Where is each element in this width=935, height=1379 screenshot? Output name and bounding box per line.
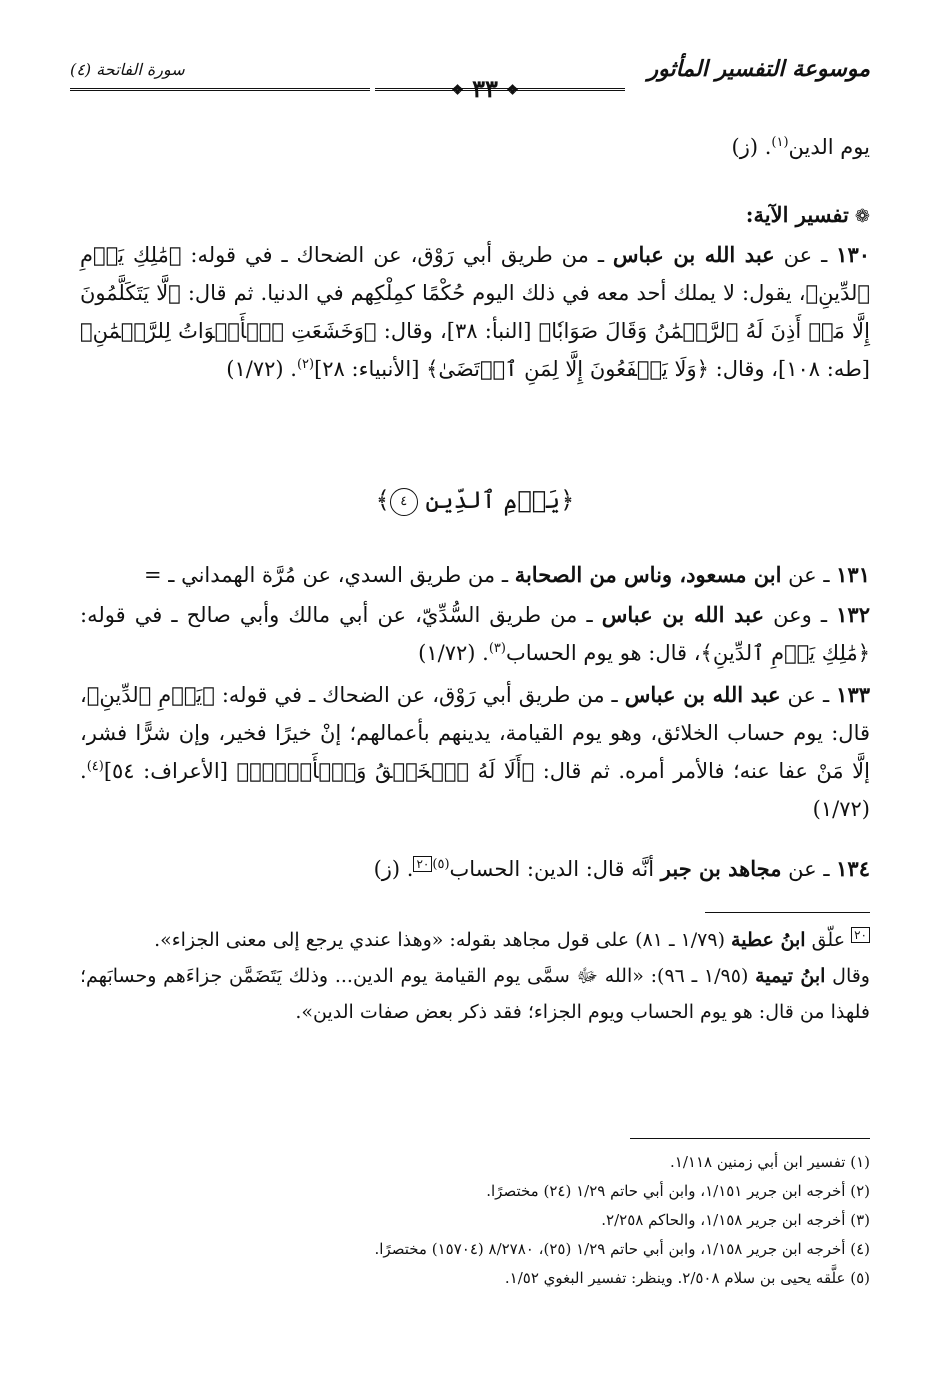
narration-number: ١٣٠ xyxy=(836,242,871,267)
narration-133: ١٣٣ ـ عن عبد الله بن عباس ـ من طريق أبي رَوْق، عن الضحاك ـ في قوله: ﴿يَوۡمِ ٱلدِّينِ﴾، قال: يوم حساب الخلائق، وهو يوم القيامة، يدينهم بأعمالهم؛ إنْ خيرًا فخير، وإن شرًّا فشر، إلَّا مَنْ عفا عنه؛ فالأمر أمره. ثم قال: ﴿أَلَا لَهُ ٱلۡخَلۡقُ وَٱلۡأَمۡرُۗ﴾ [الأعراف: ٥٤]$^{(٤)}$. (١/٧٢) xyxy=(80,682,871,821)
footnote-ref[interactable]: (٣) xyxy=(488,641,506,656)
verse-reference: [طه: ١٠٨] xyxy=(778,357,870,381)
ornament-icon: ❖ xyxy=(451,82,464,99)
footnote-ref[interactable]: (٢) xyxy=(296,357,315,372)
commentary-paragraph: ٢٠ علّق ابنُ عطية (١/٧٩ ـ ٨١) على قول مجاهد بقوله: «وهذا عندي يرجع إلى معنى الجزاء». xyxy=(80,922,870,958)
quran-quote: ﴿مَٰلِكِ يَوۡمِ ٱلدِّينِ﴾ xyxy=(700,641,870,665)
verse-reference: [الأنبياء: ٢٨] xyxy=(314,357,427,381)
footnote: (٣) أخرجه ابن جرير ١/١٥٨، والحاكم ٢/٢٥٨. xyxy=(601,1211,870,1229)
footnote: (٢) أخرجه ابن جرير ١/١٥١، وابن أبي حاتم ١/٢٩ (٢٤) مختصرًا. xyxy=(486,1182,870,1200)
footnote-separator xyxy=(630,1138,870,1139)
verse-close-bracket: ﴾ xyxy=(375,486,390,514)
footnote-ref[interactable]: (٥) xyxy=(432,857,450,872)
narration-number: ١٣١ xyxy=(836,562,870,587)
page-number-value: ٣٣ xyxy=(472,74,498,103)
narration-number: ١٣٢ xyxy=(836,602,870,627)
quran-quote: ﴿مَٰلِكِ يَوۡمِ ٱلدِّينِ﴾ xyxy=(80,243,870,305)
quran-quote: ﴿وَخَشَعَتِ ٱلۡأَصۡوَاتُ لِلرَّحۡمَٰنِ﴾ xyxy=(80,319,377,343)
commentary-number-box: ٢٠ xyxy=(851,927,870,943)
intro-line: يوم الدين$^{(١)}$. (ز) xyxy=(731,135,870,159)
verse-text: ﴿يَوۡمِ ٱلدِّينِ xyxy=(425,486,575,514)
narrator-name: عبد الله بن عباس xyxy=(601,602,765,627)
flower-ornament-icon: ❁ xyxy=(854,206,870,227)
footnote-ref[interactable]: (١) xyxy=(771,135,789,150)
footnote: (١) تفسير ابن أبي زمنين ١/١١٨. xyxy=(670,1153,870,1171)
sura-title: سورة الفاتحة (٤) xyxy=(70,60,185,79)
narration-number: ١٣٤ xyxy=(836,856,870,881)
verse-reference: [الأعراف: ٥٤] xyxy=(103,759,237,783)
ornament-icon: ❖ xyxy=(506,82,519,99)
commentary-notes xyxy=(80,922,870,1030)
commentary-separator xyxy=(705,912,870,913)
narration-130: ١٣٠ ـ عن عبد الله بن عباس ـ من طريق أبي رَوْق، عن الضحاك ـ في قوله: ﴿مَٰلِكِ يَوۡمِ ٱلدِّينِ﴾، يقول: لا يملك أحد معه في ذلك اليوم حُكْمًا كمِلْكِهم في الدنيا. ثم قال: ﴿لَّا يَتَكَلَّمُونَ إِلَّا مَنۡ أَذِنَ لَهُ ٱلرَّحۡمَٰنُ وَقَالَ صَوَابٗا﴾ [النبأ: ٣٨]، وقال: ﴿وَخَشَعَتِ ٱلۡأَصۡوَاتُ لِلرَّحۡمَٰنِ﴾ [طه: ١٠٨]، وقال: ﴿وَلَا يَشۡفَعُونَ إِلَّا لِمَنِ ٱرۡتَضَىٰ﴾ [الأنبياء: ٢٨]$^{(٢)}$. (١/٧٢) xyxy=(80,242,871,381)
narration-number: ١٣٣ xyxy=(836,682,871,707)
section-heading: ❁تفسير الآية: xyxy=(745,202,870,227)
narration-132: ١٣٢ ـ وعن عبد الله بن عباس ـ من طريق السُّدِّيّ، عن أبي مالك وأبي صالح ـ في قوله: ﴿مَٰلِكِ يَوۡمِ ٱلدِّينِ﴾، قال: هو يوم الحساب$^{(٣)}$. (١/٧٢) xyxy=(80,602,870,665)
quran-quote: ﴿وَلَا يَشۡفَعُونَ إِلَّا لِمَنِ ٱرۡتَضَىٰ﴾ xyxy=(426,357,709,381)
narrator-name: عبد الله بن عباس xyxy=(612,242,775,267)
page-number xyxy=(420,74,550,103)
scholar-name: ابنُ عطية xyxy=(731,929,806,951)
narrator-name: ابن مسعود، وناس من الصحابة xyxy=(514,562,782,587)
book-title: موسوعة التفسير المأثور xyxy=(647,56,870,82)
quran-quote: ﴿يَوۡمِ ٱلدِّينِ﴾ xyxy=(86,683,215,707)
narrator-name: مجاهد بن جبر xyxy=(660,856,782,881)
header-rule-left xyxy=(70,88,370,91)
footnotes xyxy=(80,1148,870,1293)
footnote: (٤) أخرجه ابن جرير ١/١٥٨، وابن أبي حاتم ١/٢٩ (٢٥)، ٨/٢٧٨٠ (١٥٧٠٤) مختصرًا. xyxy=(374,1240,870,1258)
narrator-name: عبد الله بن عباس xyxy=(624,682,781,707)
commentary-paragraph: وقال ابنُ تيمية (١/٩٥ ـ ٩٦): «الله ﷻ سمَّى يوم القيامة يوم الدين... وذلك يَتَضَمَّن جزاءَهم وحسابَهم؛ فلهذا من قال: هو يوم الحساب ويوم الجزاء؛ فقد ذكر بعض صفات الدين». xyxy=(80,965,870,1023)
quran-quote: ﴿أَلَا لَهُ ٱلۡخَلۡقُ وَٱلۡأَمۡرُۗ﴾ xyxy=(236,759,535,783)
quran-quote: ﴿لَّا يَتَكَلَّمُونَ إِلَّا مَنۡ أَذِنَ لَهُ ٱلرَّحۡمَٰنُ وَقَالَ صَوَابٗا﴾ xyxy=(80,281,870,343)
verse-number-badge: ٤ xyxy=(390,488,418,516)
narration-134: ١٣٤ ـ عن مجاهد بن جبر أنَّه قال: الدين: الحساب$^{(٥)}$٢٠. (ز) xyxy=(373,856,870,881)
scholar-name: ابنُ تيمية xyxy=(755,965,826,987)
verse-heading xyxy=(80,486,870,516)
narration-131: ١٣١ ـ عن ابن مسعود، وناس من الصحابة ـ من طريق السدي، عن مُرَّة الهمداني ـ = xyxy=(143,562,870,587)
commentary-ref-box[interactable]: ٢٠ xyxy=(413,856,432,872)
footnote: (٥) علَّقه يحيى بن سلام ٢/٥٠٨. وينظر: تفسير البغوي ١/٥٢. xyxy=(504,1269,870,1287)
running-header xyxy=(70,50,870,110)
footnote-ref[interactable]: (٤) xyxy=(86,759,104,774)
verse-reference: [النبأ: ٣٨] xyxy=(446,319,539,343)
